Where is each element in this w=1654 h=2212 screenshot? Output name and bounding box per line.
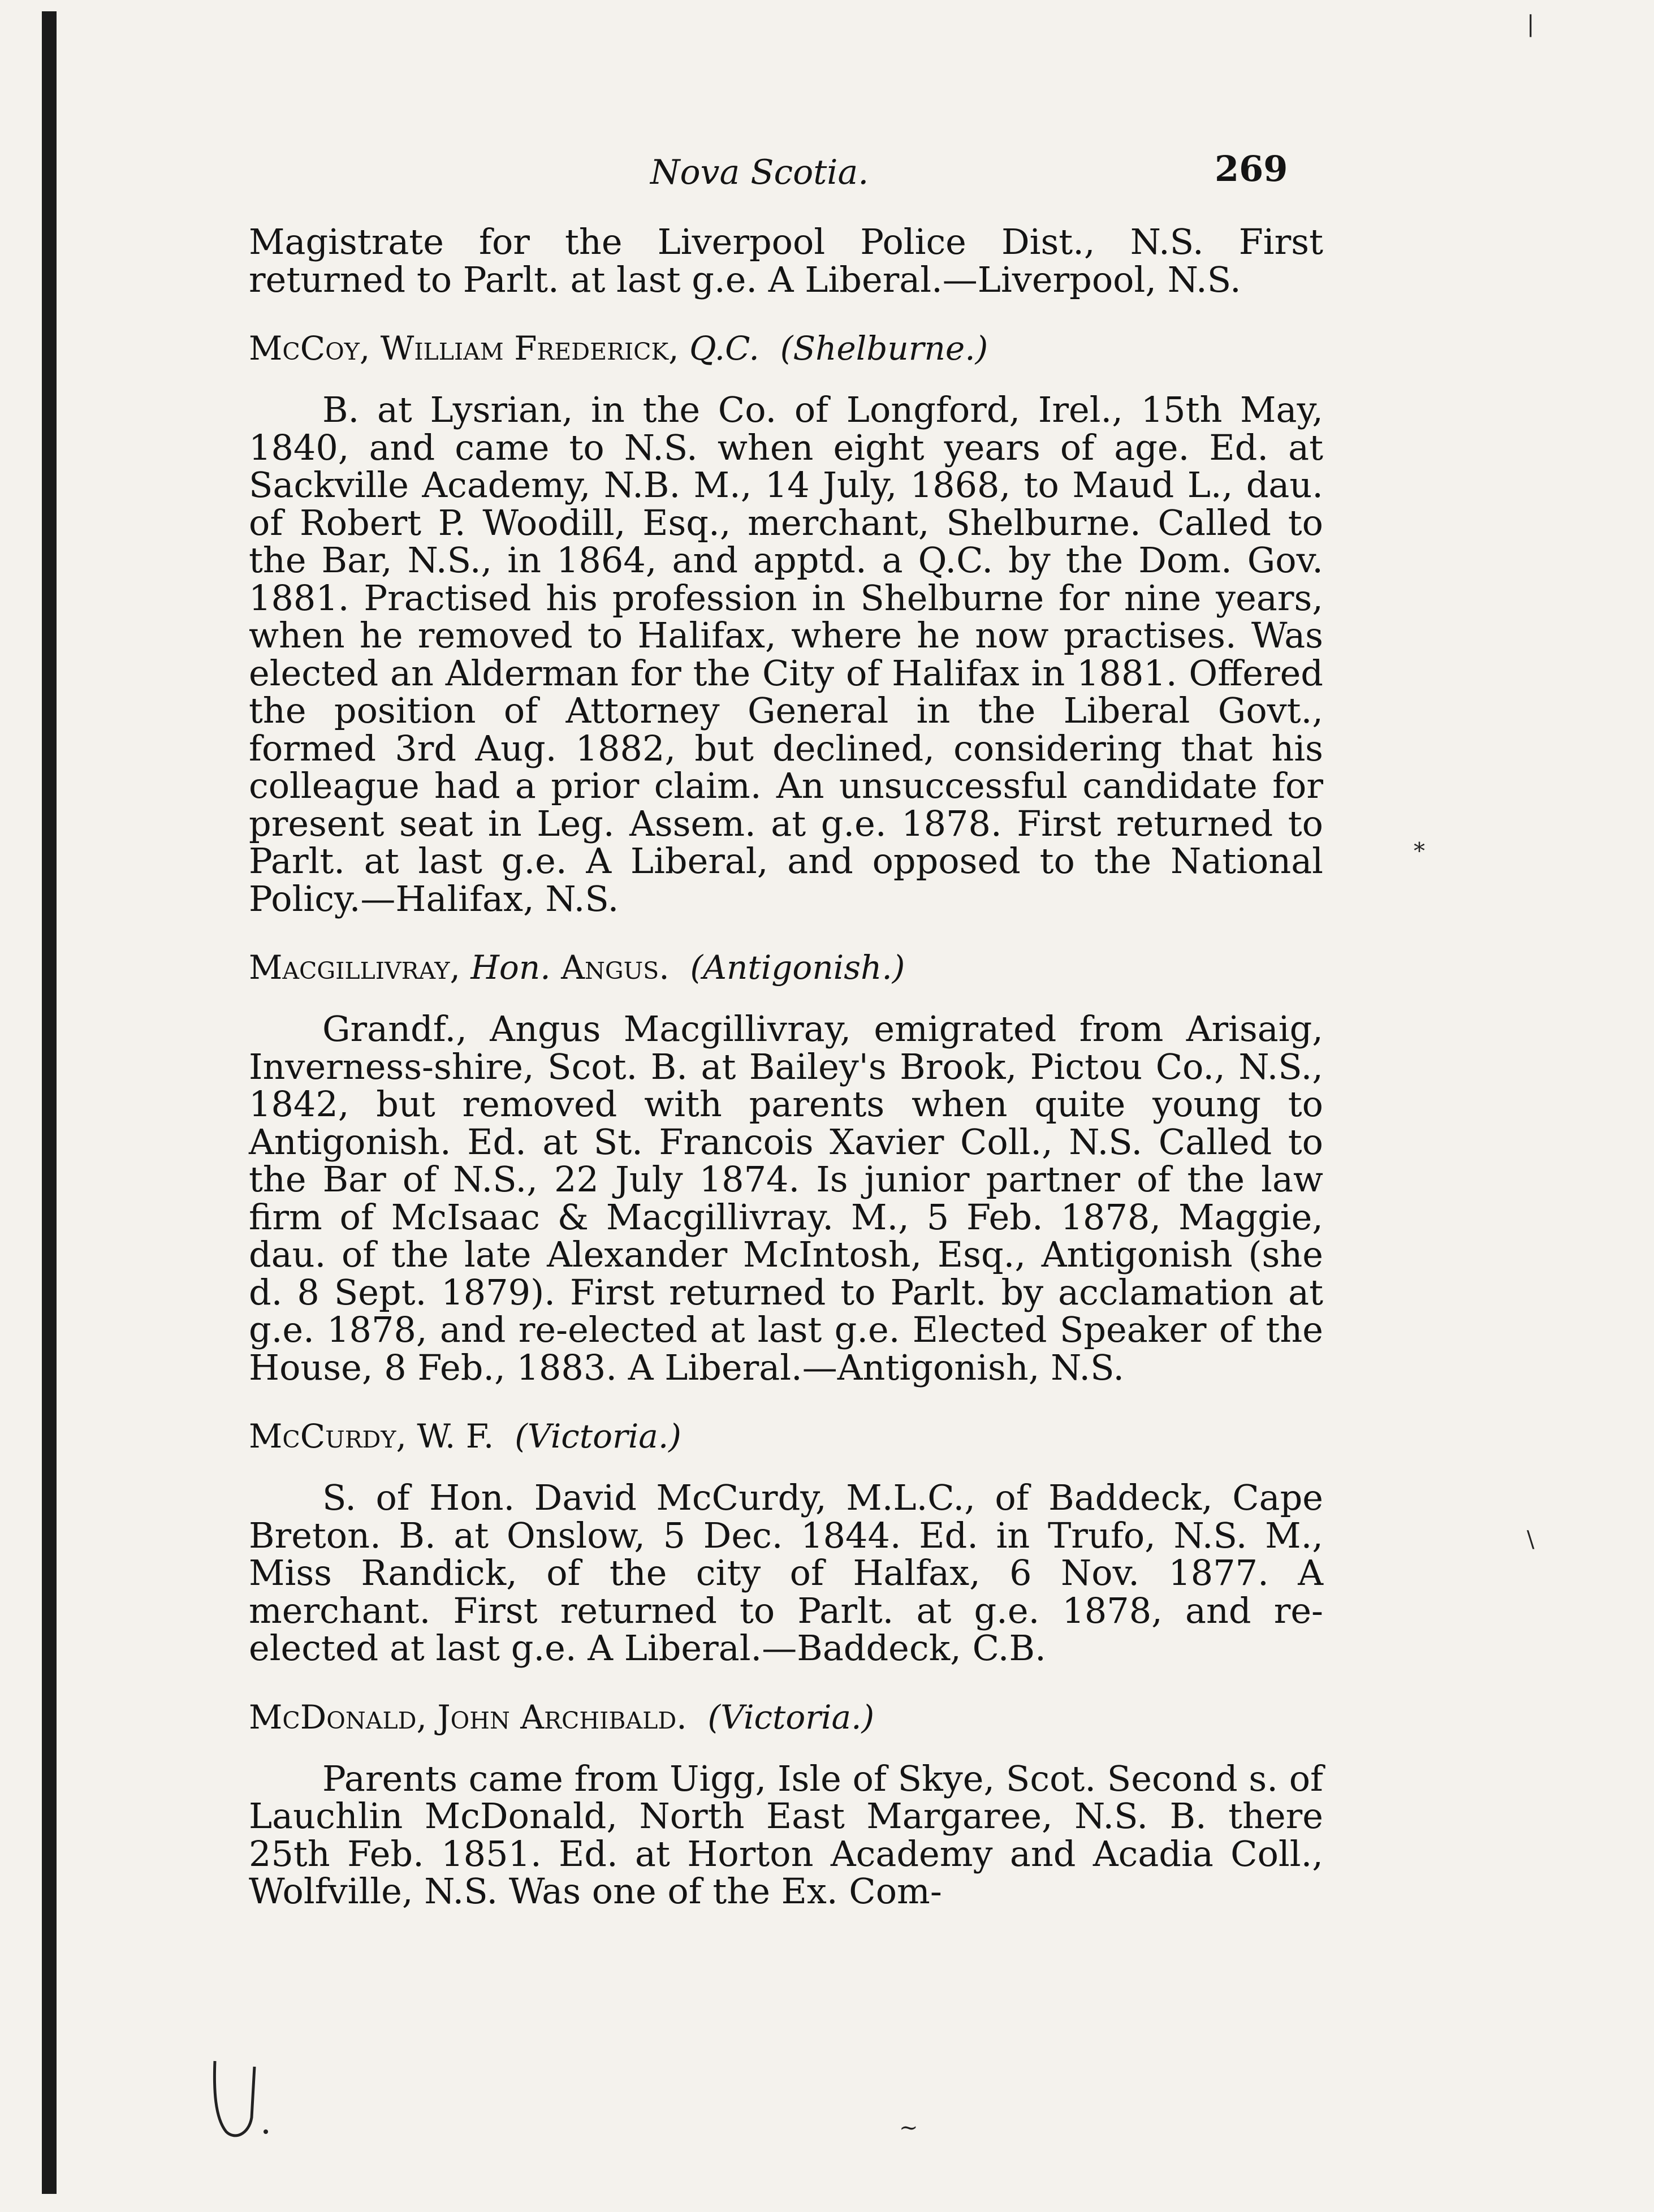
entry-macgillivray [249, 947, 1323, 1386]
entry-given-name: Angus. [561, 948, 670, 987]
margin-mark: | [1527, 11, 1535, 37]
margin-mark: ⁎ [1414, 831, 1425, 857]
entry-constituency: (Victoria.) [707, 1697, 875, 1736]
page-header [650, 148, 1301, 204]
entry-mccurdy [249, 1416, 1323, 1667]
margin-mark: ~ [899, 2115, 918, 2141]
entry-surname: Macgillivray, [249, 948, 460, 987]
entry-mccoy [249, 328, 1323, 918]
entry-surname: McDonald, [249, 1697, 427, 1736]
entry-heading [249, 1416, 1323, 1457]
entry-title: Hon. [470, 948, 551, 987]
entry-constituency: (Victoria.) [515, 1417, 681, 1455]
entry-mcdonald [249, 1697, 1323, 1911]
binding-edge [42, 11, 57, 2194]
entry-surname: McCurdy, [249, 1417, 407, 1455]
entry-body: Grandf., Angus Macgillivray, emigrated from Arisaig, Inverness-shire, Scot. B. at Bailey's Brook, Pictou Co., N.S., 1842, but removed with parents when quite young to Antigonish. Ed. at St. Francois Xavier Coll., N.S. Called to the Bar of N.S., 22 July 1874. Is junior partner of the law firm of McIsaac & Macgillivray. M., 5 Feb. 1878, Maggie, dau. of the late Alexander McIntosh, Esq., Antigonish (she d. 8 Sept. 1879). First returned to Parlt. by acclamation at g.e. 1878, and re-elected at last g.e. Elected Speaker of the House, 8 Feb., 1883. A Liberal.—Antigonish, N.S. [249, 1008, 1323, 1388]
continuation-paragraph: Magistrate for the Liverpool Police Dist., N.S. First returned to Parlt. at last g.e. A Liberal.—Liverpool, N.S. [249, 221, 1323, 300]
entry-surname: McCoy, [249, 329, 370, 368]
entry-heading [249, 328, 1323, 369]
entry-title: Q.C. [689, 329, 759, 368]
entry-heading [249, 1697, 1323, 1738]
entry-constituency: (Shelburne.) [780, 329, 988, 368]
running-head: Nova Scotia. [650, 153, 869, 192]
entry-body: Parents came from Uigg, Isle of Skye, Scot. Second s. of Lauchlin McDonald, North East Margaree, N.S. B. there 25th Feb. 1851. Ed. at Horton Academy and Acadia Coll., Wolfville, N.S. Was one of the Ex. Com- [249, 1757, 1323, 1912]
entry-body: S. of Hon. David McCurdy, M.L.C., of Baddeck, Cape Breton. B. at Onslow, 5 Dec. 1844. Ed. in Trufo, N.S. M., Miss Randick, of the city of Halfax, 6 Nov. 1877. A merchant. First returned to Parlt. at g.e. 1878, and re-elected at last g.e. A Liberal.—Baddeck, C.B. [249, 1477, 1323, 1669]
entry-given-name: W. F. [417, 1417, 494, 1455]
entry-body: B. at Lysrian, in the Co. of Longford, Irel., 15th May, 1840, and came to N.S. when eight years of age. Ed. at Sackville Academy, N.B. M., 14 July, 1868, to Maud L., dau. of Robert P. Woodill, Esq., merchant, Shelburne. Called to the Bar, N.S., in 1864, and apptd. a Q.C. by the Dom. Gov. 1881. Practised his profession in Shelburne for nine years, when he removed to Halifax, where he now practises. Was elected an Alderman for the City of Halifax in 1881. Offered the position of Attorney General in the Liberal Govt., formed 3rd Aug. 1882, but declined, considering that his colleague had a prior claim. An unsuccessful candidate for present seat in Leg. Assem. at g.e. 1878. First returned to Parlt. at last g.e. A Liberal, and opposed to the National Policy.—Halifax, N.S. [249, 389, 1323, 919]
entry-given-name: William Frederick, [380, 329, 679, 368]
entry-heading [249, 947, 1323, 988]
page-number: 269 [1215, 148, 1288, 189]
entry-constituency: (Antigonish.) [690, 948, 905, 987]
margin-mark: \ [1527, 1527, 1535, 1553]
handwritten-mark [209, 2055, 277, 2140]
text-column [249, 223, 1323, 1940]
entry-given-name: John Archibald. [437, 1697, 687, 1736]
